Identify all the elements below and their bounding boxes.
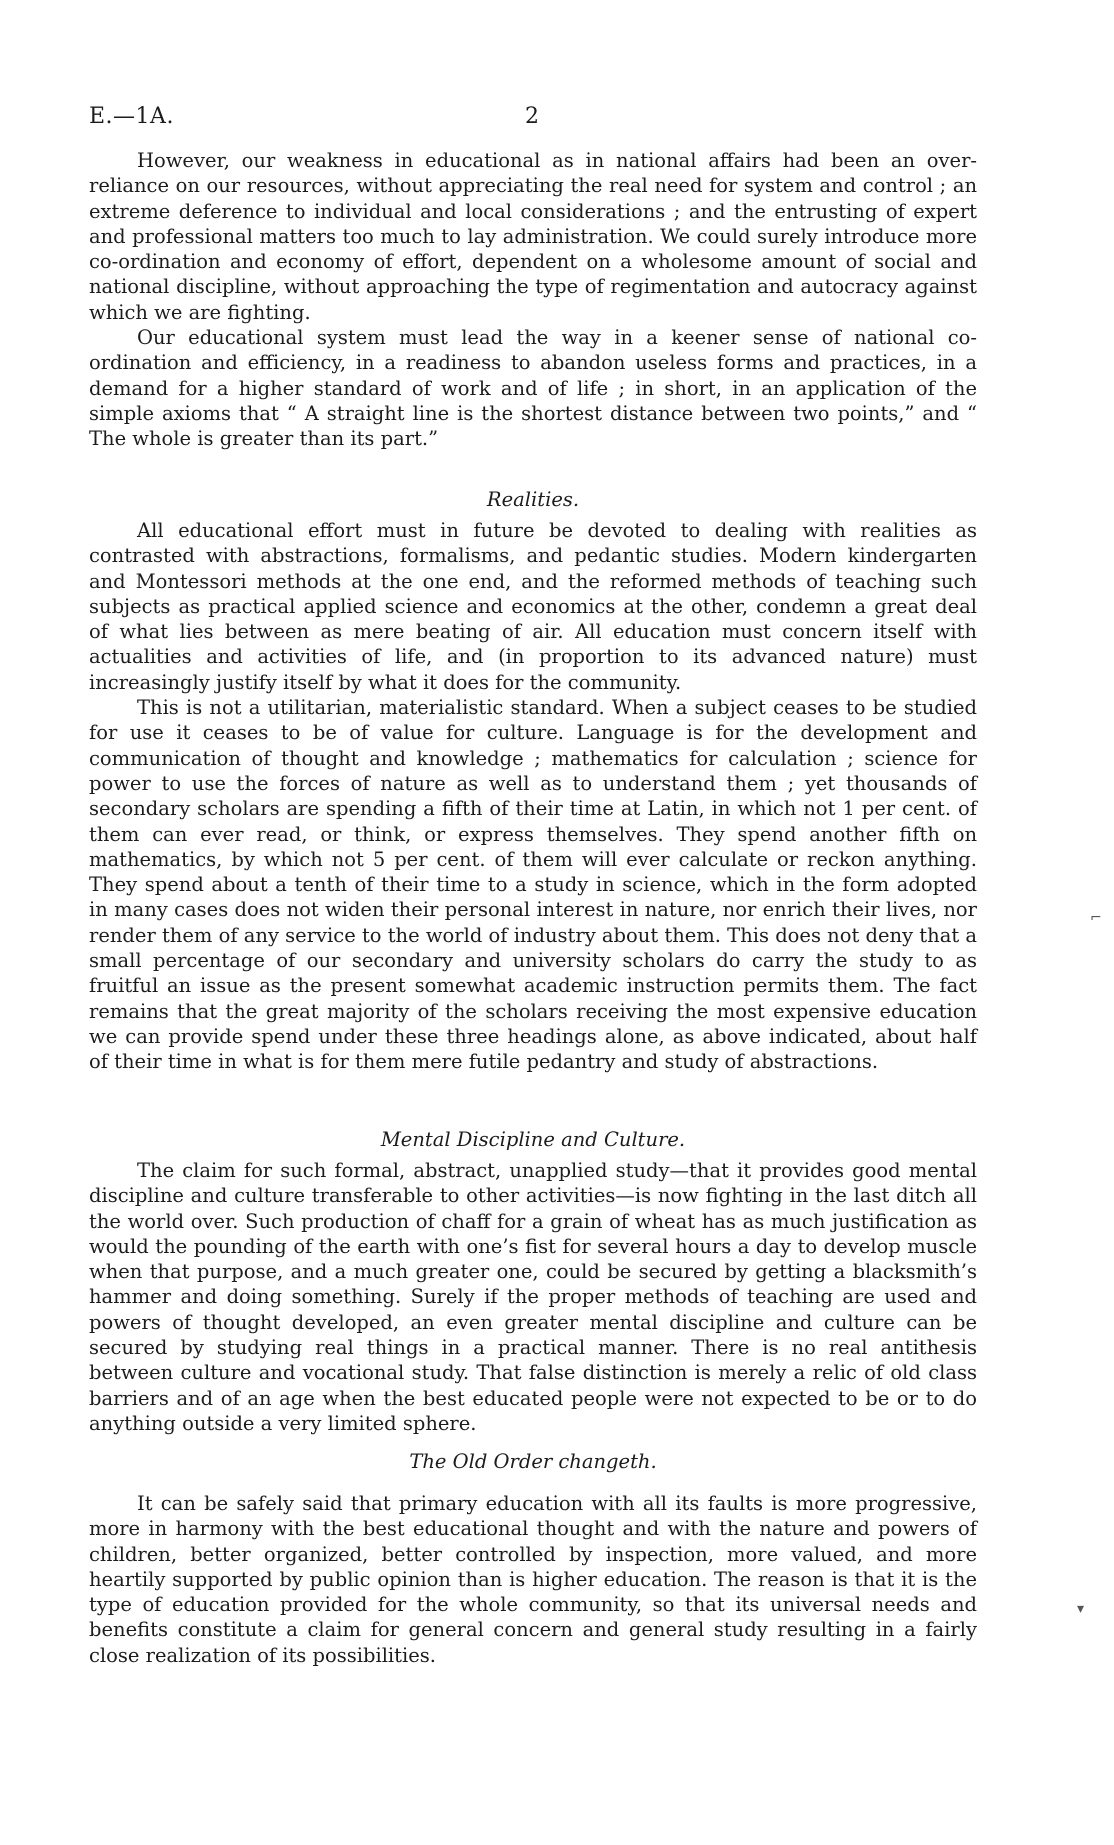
paragraph: All educational effort must in future be devoted to dealing with realities as contrasted with abstractions, formalisms, and pedantic studies. Modern kindergarten and Montessori methods at the one end, and the reformed methods of teaching such subjects as practical applied science and economics at the other, condemn a great deal of what lies between as mere beating of air. All education must concern itself with actualities and activities of life, and (in proportion to its advanced nature) must increasingly justify itself by what it does for the community. <box>89 519 977 694</box>
paragraph: It can be safely said that primary education with all its faults is more progressive, more in harmony with the best educational thought and with the nature and powers of children, better organized, better controlled by inspection, more valued, and more heartily supported by public opinion than is higher education. The reason is that it is the type of education provided for the whole community, so that its universal needs and benefits constitute a claim for general concern and general study resulting in a fairly close realization of its possibilities. <box>89 1492 977 1667</box>
scan-speck-mark: ▾ <box>1077 1601 1085 1617</box>
paragraph: This is not a utilitarian, materialistic standard. When a subject ceases to be studied for use it ceases to be of value for culture. Language is for the development and communication of thought and knowledge ; mathematics for calculation ; science for power to use the forces of nature as well as to understand them ; yet thousands of secondary scholars are spending a fifth of their time at Latin, in which not 1 per cent. of them can ever read, or think, or express themselves. They spend another fifth on mathematics, by which not 5 per cent. of them will ever calculate or reckon anything. They spend about a tenth of their time to a study in science, which in the form adopted in many cases does not widen their personal interest in nature, nor enrich their lives, nor render them of any service to the world of industry about them. This does not deny that a small percentage of our secondary and university scholars do carry the study to as fruitful an issue as the present somewhat academic instruction permits them. The fact remains that the great majority of the scholars receiving the most expensive education we can provide spend under these three headings alone, as above indicated, about half of their time in what is for them mere futile pedantry and study of abstractions. <box>89 696 977 1074</box>
realities-section <box>89 518 977 1075</box>
old-order-section <box>89 1491 977 1668</box>
page-number: 2 <box>525 104 539 129</box>
paragraph: However, our weakness in educational as in national affairs had been an over-reliance on our resources, without appreciating the real need for system and control ; an extreme deference to individual and local considerations ; and the entrusting of expert and professional matters too much to lay administration. We could surely introduce more co-ordination and economy of effort, dependent on a wholesome amount of social and national discipline, without approaching the type of regimentation and autocracy against which we are fighting. <box>89 149 977 324</box>
section-heading-old-order: The Old Order changeth. <box>409 1450 657 1473</box>
paragraph: Our educational system must lead the way in a keener sense of national co-ordination and efficiency, in a readiness to abandon useless forms and practices, in a demand for a higher standard of work and of life ; in short, in an application of the simple axioms that “ A straight line is the shortest distance between two points,” and “ The whole is greater than its part.” <box>89 326 977 451</box>
mental-discipline-section <box>89 1158 977 1436</box>
paragraph: The claim for such formal, abstract, unapplied study—that it provides good mental discipline and culture transferable to other activities—is now fighting in the last ditch all the world over. Such production of chaff for a grain of wheat has as much justification as would the pounding of the earth with one’s fist for several hours a day to develop muscle when that purpose, and a much greater one, could be secured by getting a blacksmith’s hammer and doing something. Surely if the proper methods of teaching are used and powers of thought developed, an even greater mental discipline and culture can be secured by studying real things in a practical manner. There is no real antithesis between culture and vocational study. That false distinction is merely a relic of old class barriers and of an age when the best educated people were not expected to be or to do anything outside a very limited sphere. <box>89 1159 977 1435</box>
document-reference: E.—1A. <box>89 104 174 129</box>
section-heading-mental-discipline: Mental Discipline and Culture. <box>380 1128 686 1151</box>
scan-speck-mark: ⌐ <box>1090 910 1102 926</box>
section-heading-realities: Realities. <box>486 488 580 511</box>
intro-section <box>89 148 977 452</box>
